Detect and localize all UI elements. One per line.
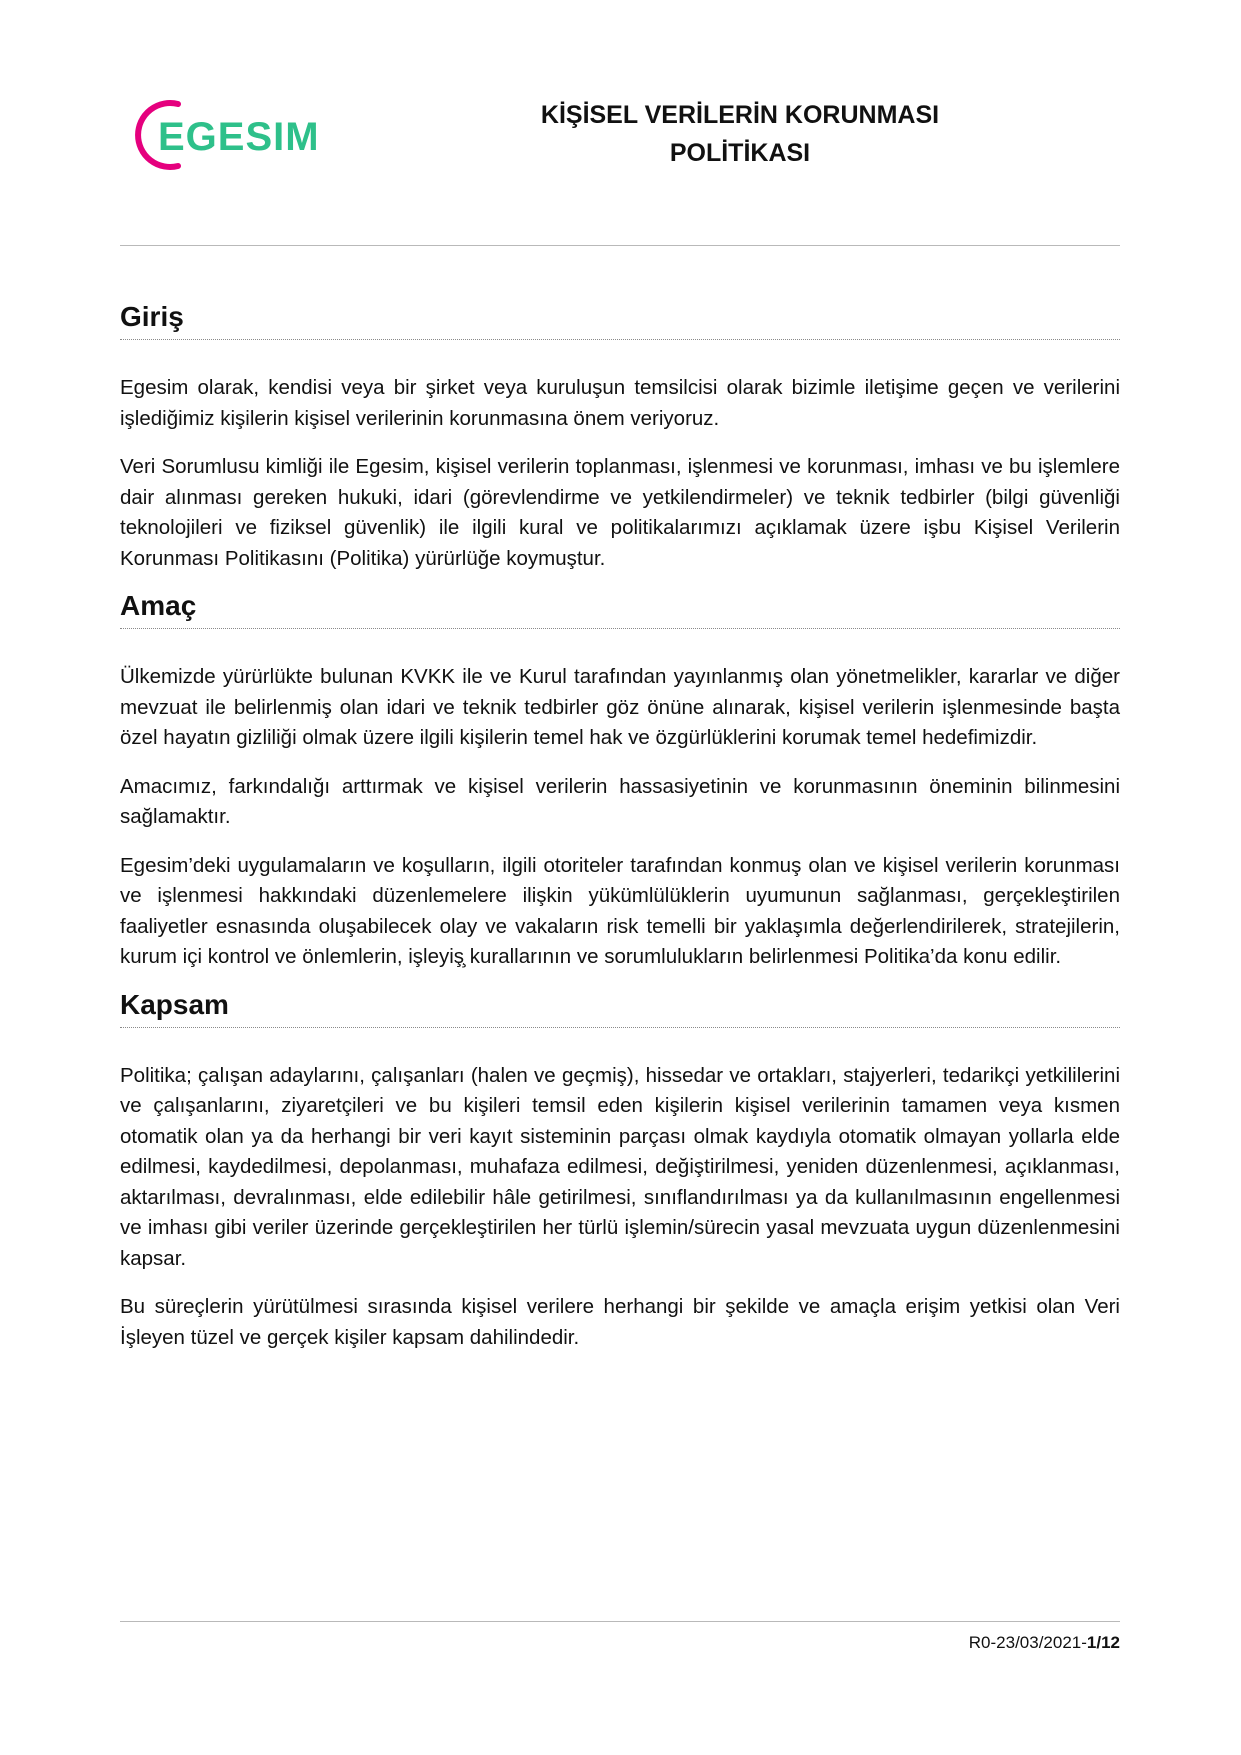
document-body [120, 285, 1120, 1353]
egesim-logo [128, 96, 348, 176]
svg-text:EGESIM: EGESIM [158, 115, 320, 159]
section-title: Giriş [120, 299, 1120, 340]
paragraph: Veri Sorumlusu kimliği ile Egesim, kişisel verilerin toplanması, işlenmesi ve korunması, imhası ve bu işlemlere dair alınması gereken hukuki, idari (görevlendirme ve yetkilendirmeler) ve teknik tedbirler (bilgi güvenliği teknolojileri ve fiziksel güvenlik) ile ilgili kural ve politikalarımızı açıklamak üzere işbu Kişisel Verilerin Korunması Politikasını (Politika) yürürlüğe koymuştur. [120, 455, 1120, 570]
document-title [420, 96, 1060, 172]
paragraph: Ülkemizde yürürlükte bulunan KVKK ile ve Kurul tarafından yayınlanmış olan yönetmelikler, kararlar ve diğer mevzuat ile belirlenmiş olan idari ve teknik tedbirler göz önüne alınarak, kişisel verilerin işlenmesinde başta özel hayatın gizliliği olmak üzere ilgili kişilerin temel hak ve özgürlüklerini korumak temel hedefimizdir. [120, 665, 1120, 749]
paragraph: Egesim’deki uygulamaların ve koşulların, ilgili otoriteler tarafından konmuş olan ve kişisel verilerin korunması ve işlenmesi hakkındaki düzenlemelere ilişkin yükümlülüklerin uyumunun sağlanması, gerçekleştirilen faaliyetler esnasında oluşabilecek olay ve vakaların risk temelli bir yaklaşımla değerlendirilerek, stratejilerin, kurum içi kontrol ve önlemlerin, işleyiş̧ kurallarının ve sorumlulukların belirlenmesi Politika’da konu edilir. [120, 853, 1120, 968]
revision-label: R0-23/03/2021- [968, 1633, 1087, 1652]
page-footer [969, 1632, 1120, 1654]
section-kapsam [120, 987, 1120, 1354]
document-title-line2: POLİTİKASI [669, 139, 811, 167]
egesim-logo-icon [128, 96, 348, 176]
paragraph: Politika; çalışan adaylarını, çalışanları (halen ve geçmiş), hissedar ve ortakları, stajyerleri, tedarikçi yetkililerini ve çalışanlarını, ziyaretçileri ve bu kişileri temsil eden kişilerin kişisel verilerinin tamamen veya kısmen otomatik olan ya da herhangi bir veri kayıt sisteminin parçası olmak kaydıyla otomatik olmayan yollarla elde edilmesi, kaydedilmesi, depolanması, muhafaza edilmesi, değiştirilmesi, yeniden düzenlenmesi, açıklanması, aktarılması, devralınması, elde edilebilir hâle getirilmesi, sınıflandırılması ya da kullanılmasının engellenmesi ve imhası gibi veriler üzerinde gerçekleştirilen her türlü işlemin/sürecin yasal mevzuata uygun düzenlenmesini kapsar. [120, 1063, 1120, 1270]
header-divider [120, 245, 1120, 246]
section-title: Kapsam [120, 987, 1120, 1028]
paragraph: Bu süreçlerin yürütülmesi sırasında kişisel verilere herhangi bir şekilde ve amaçla erişim yetkisi olan Veri İşleyen tüzel ve gerçek kişiler kapsam dahilindedir. [120, 1295, 1120, 1349]
paragraph: Egesim olarak, kendisi veya bir şirket veya kuruluşun temsilcisi olarak bizimle iletişime geçen ve verilerini işlediğimiz kişilerin kişisel verilerinin korunmasına önem veriyoruz. [120, 376, 1120, 430]
document-title-line1: KİŞİSEL VERİLERİN KORUNMASI [540, 101, 940, 129]
footer-divider [120, 1621, 1120, 1622]
paragraph: Amacımız, farkındalığı arttırmak ve kişisel verilerin hassasiyetinin ve korunmasının öneminin bilinmesini sağlamaktır. [120, 774, 1120, 828]
section-giris [120, 299, 1120, 574]
page-number: 1/12 [1086, 1633, 1120, 1652]
section-title: Amaç [120, 588, 1120, 629]
section-amac [120, 588, 1120, 973]
